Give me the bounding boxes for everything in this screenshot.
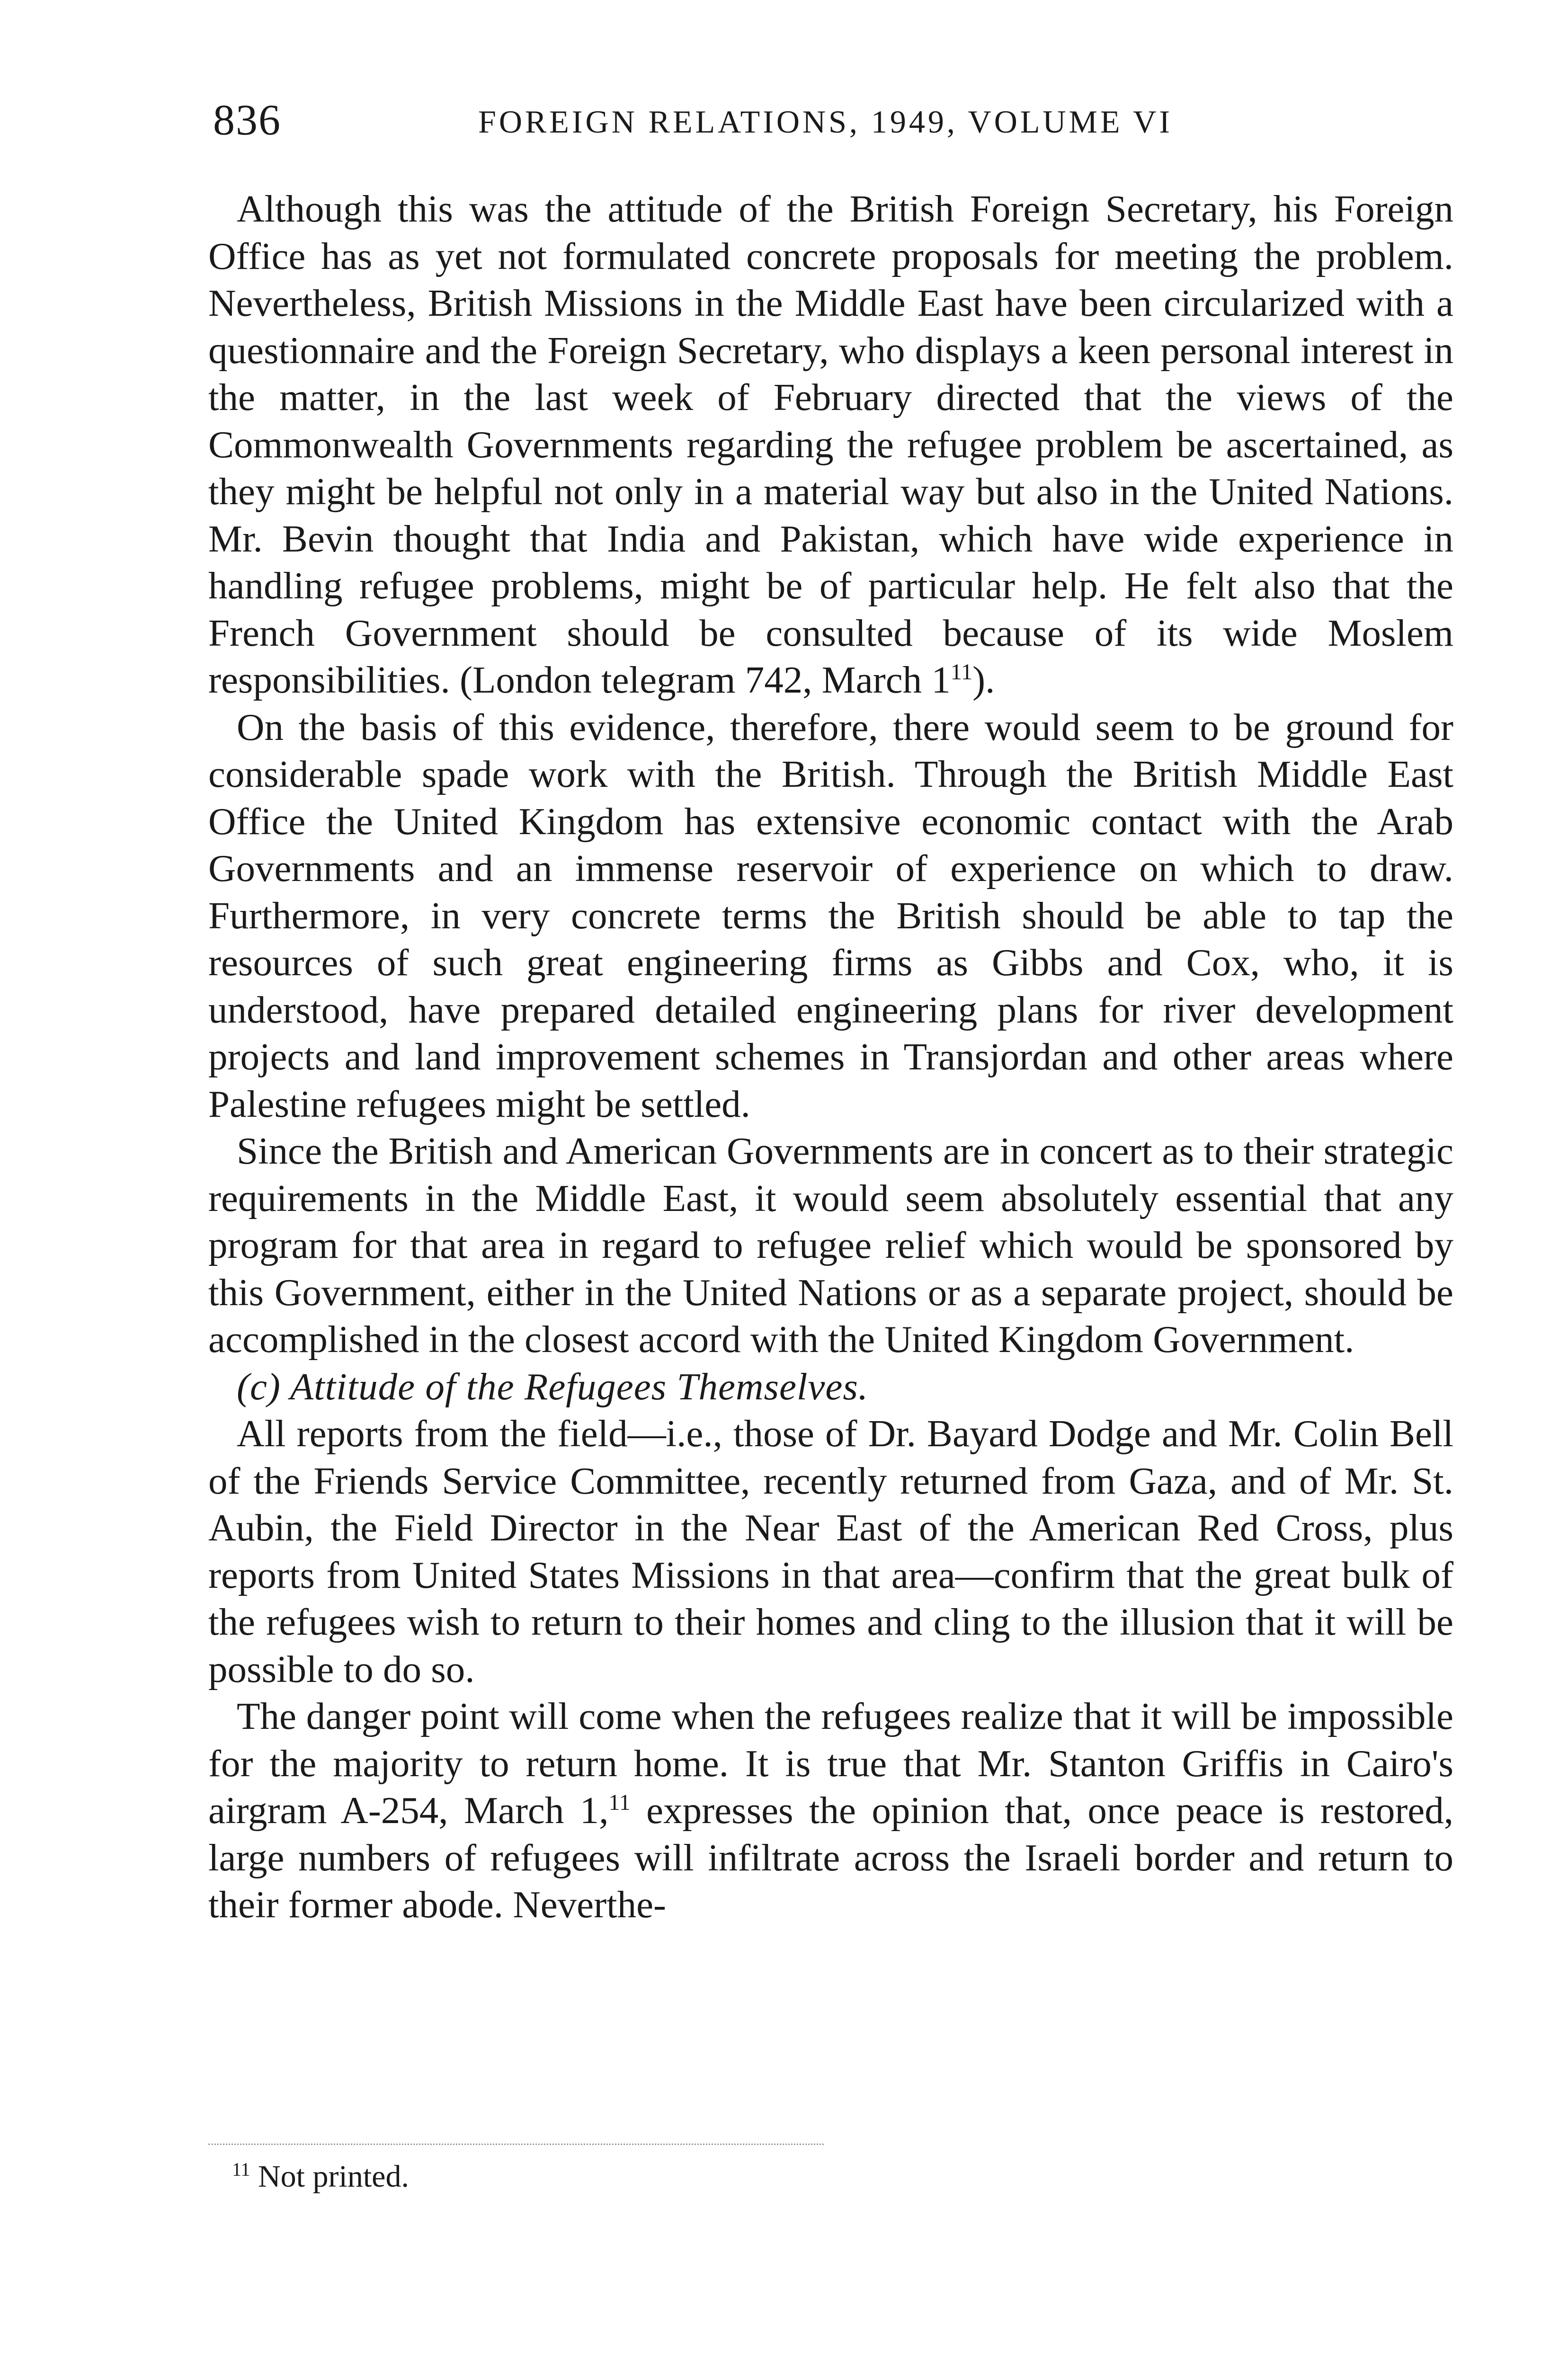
footnote-ref: 11 bbox=[608, 1790, 631, 1815]
paragraph-text-tail: ). bbox=[972, 658, 995, 701]
section-subheading: (c) Attitude of the Refugees Themselves. bbox=[237, 1365, 869, 1408]
body-text bbox=[208, 186, 1453, 1929]
footnote-text: Not printed. bbox=[258, 2159, 409, 2194]
footnote-ref: 11 bbox=[950, 659, 973, 685]
paragraph-text: The danger point will come when the refugees realize that it will be impossible for the majority to return home. It is true that Mr. Stanton Griffis in Cairo's airgram A-254, March 1, bbox=[208, 1695, 1453, 1832]
paragraph: On the basis of this evidence, therefore, there would seem to be ground for considerable spade work with the British. Through the British Middle East Office the United Kingdom has extensive economic contact with the Arab Governments and an immense reservoir of experience on which to draw. Furthermore, in very concrete terms the British should be able to tap the resources of such great engineering firms as Gibbs and Cox, who, it is understood, have prepared detailed engineering plans for river development projects and land improvement schemes in Transjordan and other areas where Palestine refugees might be settled. bbox=[208, 705, 1453, 1125]
paragraph-text: Although this was the attitude of the British Foreign Secretary, his Foreign Office has as yet not formulated concrete proposals for meeting the problem. Nevertheless, British Missions in the Middle East have been circularized with a questionnaire and the Foreign Secretary, who displays a keen personal interest in the matter, in the last week of February directed that the views of the Commonwealth Governments regarding the refugee problem be ascertained, as they might be helpful not only in a material way but also in the United Nations. Mr. Bevin thought that India and Pakistan, which have wide experience in handling refugee problems, might be of particular help. He felt also that the French Government should be consulted because of its wide Moslem responsibilities. (London telegram 742, March 1 bbox=[208, 187, 1453, 701]
footnote-divider bbox=[208, 2144, 824, 2145]
page-header bbox=[213, 95, 1463, 156]
footnote-marker: 11 bbox=[232, 2159, 250, 2180]
paragraph bbox=[208, 186, 1453, 704]
paragraph bbox=[208, 1693, 1453, 1929]
paragraph: Since the British and American Governments are in concert as to their strategic requirements in the Middle East, it would seem absolutely essential that any program for that area in regard to refugee relief which would be sponsored by this Government, either in the United Nations or as a separate project, should be accomplished in the closest accord with the United Kingdom Government. bbox=[208, 1130, 1453, 1361]
running-head: FOREIGN RELATIONS, 1949, VOLUME VI bbox=[478, 104, 1173, 140]
footnote bbox=[232, 2159, 409, 2195]
page-number: 836 bbox=[213, 96, 281, 144]
paragraph: All reports from the field—i.e., those of Dr. Bayard Dodge and Mr. Colin Bell of the Friends Service Committee, recently returned from Gaza, and of Mr. St. Aubin, the Field Director in the Near East of the American Red Cross, plus reports from United States Missions in that area—confirm that the great bulk of the refugees wish to return to their homes and cling to the illusion that it will be possible to do so. bbox=[208, 1412, 1453, 1691]
paragraph-text-tail: expresses the opinion that, once peace is restored, large numbers of refugees will infiltrate across the Israeli border and return to their former abode. Neverthe- bbox=[208, 1789, 1454, 1926]
